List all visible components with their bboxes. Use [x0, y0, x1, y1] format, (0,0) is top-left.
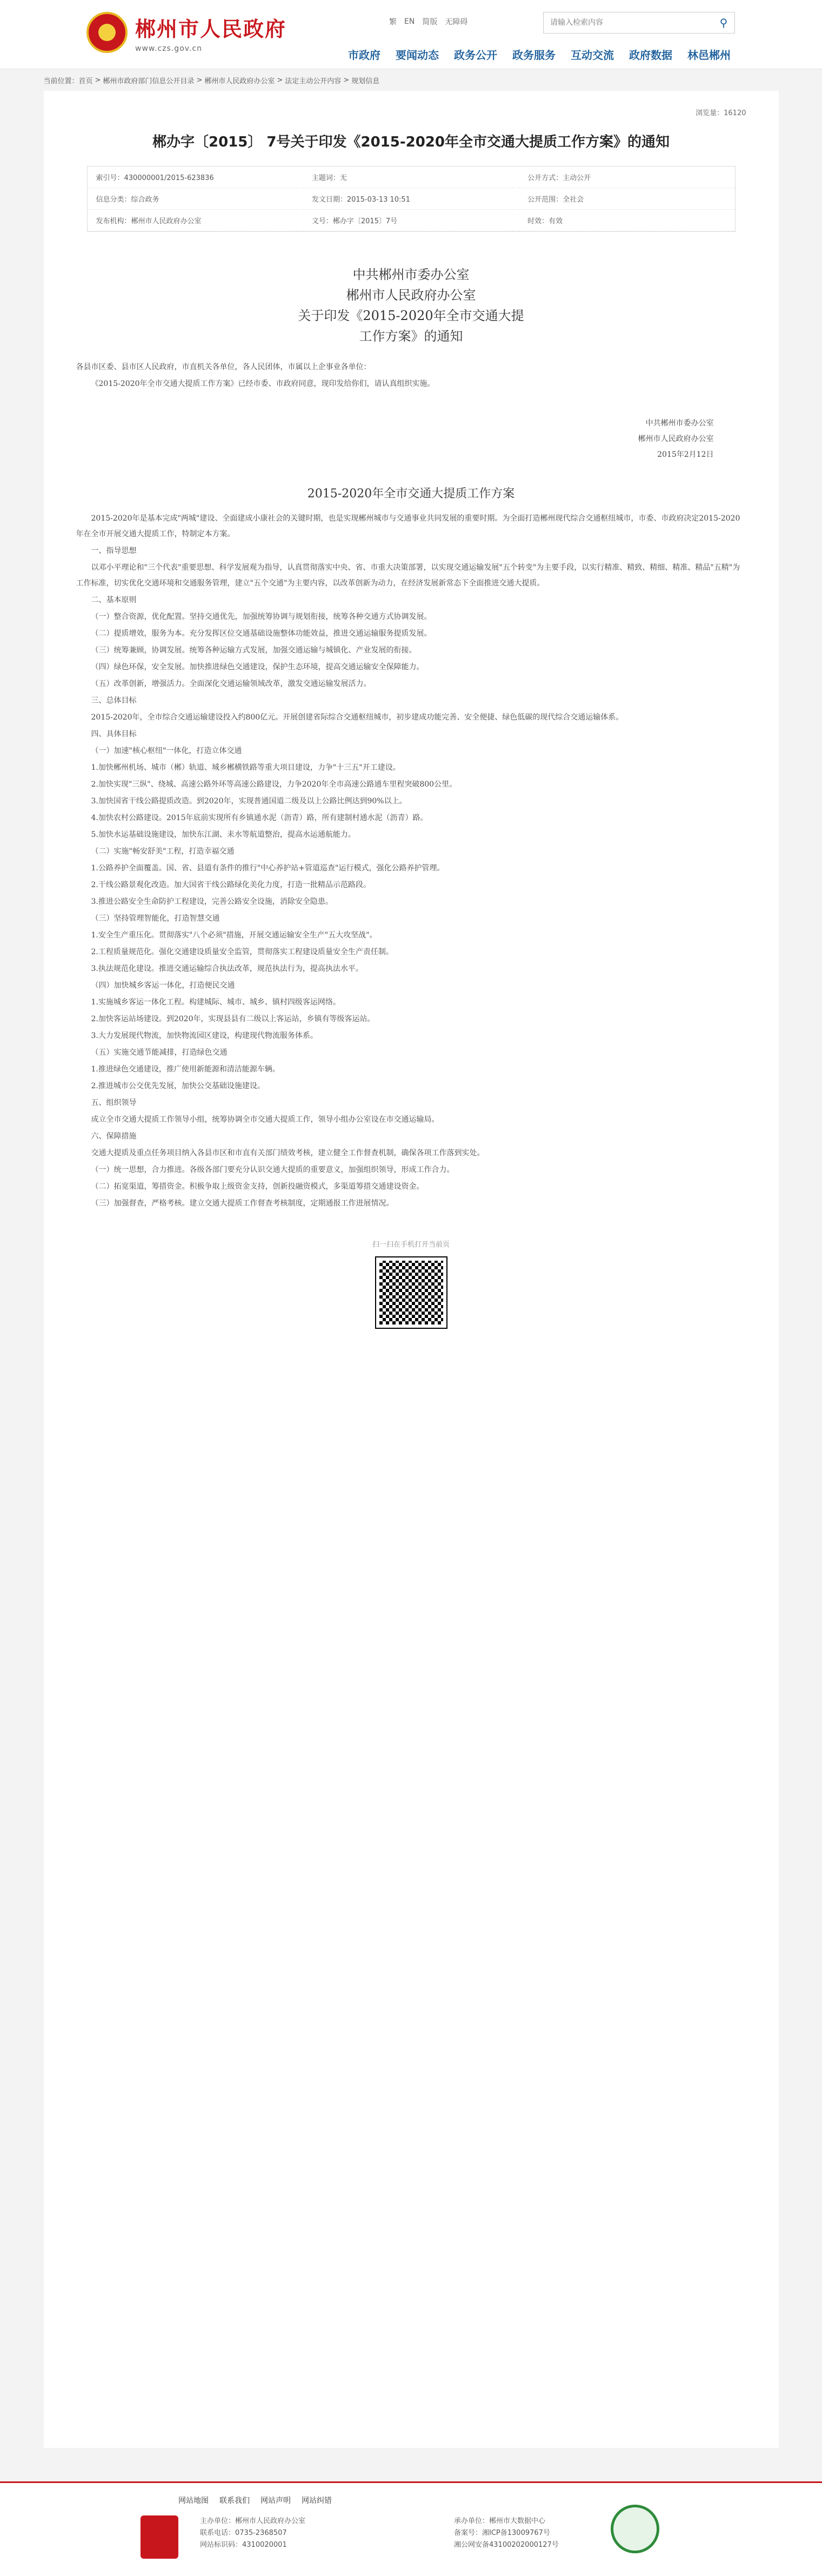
header-tools	[389, 16, 467, 27]
nav-data[interactable]: 政府数据	[629, 49, 672, 62]
article-body	[76, 264, 746, 1328]
plan-paragraph: 1.推进绿色交通建设，推广使用新能源和清洁能源车辆。	[91, 1065, 280, 1074]
plan-paragraph: 四、具体目标	[91, 730, 137, 738]
qr-label: 扫一扫在手机打开当前页	[372, 1241, 450, 1249]
footer-phone: 联系电话：0735-2368507	[200, 2529, 287, 2537]
footer-links	[178, 2495, 332, 2506]
plan-paragraph: 一、指导思想	[91, 547, 137, 555]
plan-paragraph: 3.推进公路安全生命防护工程建设，完善公路安全设施，消除安全隐患。	[91, 897, 333, 906]
footer-host: 主办单位：郴州市人民政府办公室	[200, 2517, 306, 2525]
qr-code-icon	[376, 1257, 446, 1328]
plan-paragraph: 2.加快客运站场建设。到2020年，实现县县有二级以上客运站，乡镇有等级客运站。	[91, 1015, 375, 1023]
doc-header-line: 郴州市人民政府办公室	[346, 288, 476, 303]
search-input[interactable]	[544, 18, 713, 27]
plan-paragraph: 三、总体目标	[91, 696, 137, 705]
site-title: 郴州市人民政府	[135, 17, 287, 41]
plan-paragraph: 1.安全生产重压化。贯彻落实"八个必须"措施，开展交通运输安全生产"五大攻坚战"。	[91, 931, 377, 940]
signature-line: 郴州市人民政府办公室	[638, 435, 714, 443]
plan-paragraph: 二、基本原则	[91, 596, 137, 604]
footer-contact[interactable]: 联系我们	[219, 2497, 250, 2505]
meta-index: 索引号：430000001/2015-623836	[88, 167, 303, 188]
plan-paragraph: （四）绿色环保，安全发展。加快推进绿色交通建设，保护生态环境，提高交通运输安全保障能力。	[91, 663, 424, 671]
plan-paragraph: （五）改革创新，增强活力。全面深化交通运输领域改革，激发交通运输发展活力。	[91, 680, 371, 688]
plan-paragraph: （五）实施交通节能减排，打造绿色交通	[91, 1048, 228, 1057]
plan-paragraph: 2.工程质量规范化。强化交通建设质量安全监管，贯彻落实工程建设质量安全生产责任制。	[91, 948, 393, 956]
plan-paragraph: 2.干线公路景观化改造。加大国省干线公路绿化美化力度，打造一批精品示范路段。	[91, 881, 371, 889]
breadcrumb: 当前位置：首页 > 郴州市政府部门信息公开目录 > 郴州市人民政府办公室 > 法定主动公开内容 > 规划信息	[43, 76, 380, 85]
tool-simple[interactable]: 简版	[422, 18, 438, 26]
footer-sitemap[interactable]: 网站地图	[178, 2497, 209, 2505]
intro-text: 《2015-2020年全市交通大提质工作方案》已经市委、市政府同意，现印发给你们，请认真组织实施。	[91, 380, 435, 388]
plan-paragraph: 交通大提质及重点任务项目纳入各县市区和市直有关部门绩效考核，建立健全工作督查机制，确保各项工作落到实处。	[91, 1149, 485, 1157]
meta-publisher: 发布机构：郴州市人民政府办公室	[88, 210, 303, 231]
footer-statement[interactable]: 网站声明	[260, 2497, 291, 2505]
plan-paragraphs	[76, 511, 746, 1212]
footer-correction[interactable]: 网站纠错	[302, 2497, 332, 2505]
breadcrumb-public[interactable]: 法定主动公开内容	[285, 77, 342, 85]
meta-table	[87, 166, 736, 232]
green-site-badge-icon[interactable]	[611, 2505, 659, 2553]
plan-paragraph: 成立全市交通大提质工作领导小组，统筹协调全市交通大提质工作，领导小组办公室设在市交通运输局。	[91, 1115, 439, 1124]
site-header	[0, 0, 822, 69]
footer-police: 湘公网安备43100202000127号	[454, 2541, 559, 2549]
plan-paragraph: （一）统一思想，合力推进。各级各部门要充分认识交通大提质的重要意义，加强组织领导，形成工作合力。	[91, 1166, 455, 1174]
site-url: www.czs.gov.cn	[135, 44, 202, 53]
plan-paragraph: （四）加快城乡客运一体化，打造便民交通	[91, 981, 235, 990]
nav-services[interactable]: 政务服务	[512, 49, 556, 62]
footer-site-id: 网站标识码：4310020001	[200, 2541, 287, 2549]
meta-subject: 主题词：无	[303, 167, 519, 188]
site-logo[interactable]	[86, 12, 286, 53]
tool-english[interactable]: EN	[404, 17, 415, 26]
signature-date: 2015年2月12日	[657, 450, 714, 459]
footer-icp: 备案号：湘ICP备13009767号	[454, 2529, 550, 2537]
page-title: 郴办字〔2015〕 7号关于印发《2015-2020年全市交通大提质工作方案》的通知	[152, 134, 670, 150]
plan-paragraph: 1.实施城乡客运一体化工程。构建城际、城市、城乡、镇村四级客运网络。	[91, 998, 340, 1007]
meta-date: 发文日期：2015-03-13 10:51	[303, 188, 519, 210]
signature-line: 中共郴州市委办公室	[645, 419, 714, 428]
meta-category: 信息分类：综合政务	[88, 188, 303, 210]
nav-government[interactable]: 市政府	[348, 49, 380, 62]
nav-public-affairs[interactable]: 政务公开	[454, 49, 497, 62]
breadcrumb-directory[interactable]: 郴州市政府部门信息公开目录	[103, 77, 195, 85]
breadcrumb-plan[interactable]: 规划信息	[351, 77, 380, 85]
plan-paragraph: 3.加快国省干线公路提质改造。到2020年，实现普通国道二级及以上公路比例达到90%以上。	[91, 797, 407, 806]
plan-paragraph: 4.加快农村公路建设。2015年底前实现所有乡镇通水泥（沥青）路，所有建制村通水泥（沥青）路。	[91, 814, 428, 822]
search-icon[interactable]: ⚲	[719, 16, 728, 29]
plan-paragraph: （二）提质增效，服务为本。充分发挥区位交通基础设施整体功能效益，推进交通运输服务提质发展。	[91, 629, 432, 638]
plan-paragraph: 2.加快实现"三纵"、绕城、高速公路外环等高速公路建设，力争2020年全市高速公路通车里程突破800公里。	[91, 780, 457, 789]
party-emblem-icon	[141, 2515, 178, 2559]
plan-paragraph: 3.执法规范化建设。推进交通运输综合执法改革，规范执法行为，提高执法水平。	[91, 964, 363, 973]
visit-count: 浏览量：16120	[696, 109, 746, 117]
tool-traditional[interactable]: 繁	[389, 18, 397, 26]
plan-paragraph: （一）加速"核心枢纽"一体化，打造立体交通	[91, 747, 242, 755]
plan-paragraph: 5.加快水运基础设施建设，加快东江湖、耒水等航道整治，提高水运通航能力。	[91, 830, 356, 839]
meta-validity: 时效：有效	[519, 210, 734, 231]
plan-paragraph: 1.公路养护全面覆盖。国、省、县道有条件的推行"中心养护站+管道巡查"运行模式，强化公路养护管理。	[91, 864, 445, 873]
nav-interaction[interactable]: 互动交流	[571, 49, 614, 62]
article-container	[44, 91, 779, 2448]
meta-doc-no: 文号：郴办字〔2015〕7号	[303, 210, 519, 231]
plan-paragraph: 六、保障措施	[91, 1132, 137, 1141]
intro-recipients: 各县市区委、县市区人民政府，市直机关各单位，各人民团体，市属以上企事业各单位：	[76, 363, 371, 371]
plan-paragraph: 2.推进城市公交优先发展，加快公交基础设施建设。	[91, 1082, 265, 1090]
search-bar	[543, 12, 735, 34]
plan-paragraph: 2015-2020年，全市综合交通运输建设投入约800亿元。开展创建省际综合交通枢纽城市，初步建成功能完善、安全便捷、绿色低碳的现代综合交通运输体系。	[91, 713, 624, 722]
plan-paragraph: （一）整合资源，优化配置。坚持交通优先，加强统筹协调与规划衔接，统筹各种交通方式协调发展。	[91, 613, 432, 621]
main-nav	[348, 46, 731, 62]
breadcrumb-office[interactable]: 郴州市人民政府办公室	[204, 77, 275, 85]
plan-paragraph: （三）加强督查，严格考核。建立交通大提质工作督查考核制度，定期通报工作进展情况。	[91, 1199, 394, 1208]
site-footer	[0, 2481, 822, 2576]
meta-scope: 公开范围：全社会	[519, 188, 734, 210]
plan-paragraph: （三）统筹兼顾，协调发展。统筹各种运输方式发展，加强交通运输与城镇化、产业发展的衔接。	[91, 646, 417, 655]
plan-paragraph: 3.大力发展现代物流，加快物流园区建设，构建现代物流服务体系。	[91, 1031, 318, 1040]
breadcrumb-home[interactable]: 当前位置：首页	[43, 77, 93, 85]
tool-accessibility[interactable]: 无障碍	[445, 18, 468, 26]
national-emblem-icon	[86, 12, 128, 53]
nav-news[interactable]: 要闻动态	[396, 49, 439, 62]
plan-paragraph: 1.加快郴州机场、城市（郴）轨道、城乡郴横铁路等重大项目建设，力争"十三五"开工建设。	[91, 763, 400, 772]
plan-paragraph: 2015-2020年是基本完成"两城"建设、全面建成小康社会的关键时期，也是实现郴州城市与交通事业共同发展的重要时期。为全面打造郴州现代综合交通枢纽城市，市委、市政府决定2015-2020年在全市开展交通大提质工作，特制定本方案。	[76, 514, 740, 538]
plan-paragraph: 以邓小平理论和"三个代表"重要思想、科学发展观为指导，认真贯彻落实中央、省、市重大决策部署，以实现交通运输发展"五个转变"为主要手段，以实行精准、精致、精细、精准、精品"五精"为工作标准，切实优化交通环境和交通服务管理，建立"五个交通"为主要内容，以改革创新为动力，在经济发展新常态下全面推进交通大提质。	[76, 563, 740, 588]
doc-header-line: 工作方案》的通知	[359, 329, 463, 344]
doc-header-line: 关于印发《2015-2020年全市交通大提	[298, 308, 524, 323]
footer-info-left	[200, 2515, 305, 2551]
footer-operator: 承办单位：郴州市大数据中心	[454, 2517, 546, 2525]
plan-paragraph: （二）实施"畅安舒美"工程，打造幸福交通	[91, 847, 235, 856]
plan-paragraph: （三）坚持管理智能化，打造智慧交通	[91, 914, 220, 923]
plan-paragraph: 五、组织领导	[91, 1099, 137, 1107]
footer-info-right	[454, 2515, 559, 2551]
plan-title: 2015-2020年全市交通大提质工作方案	[307, 487, 515, 501]
doc-header-line: 中共郴州市委办公室	[352, 267, 470, 282]
plan-paragraph: （二）拓宽渠道，筹措资金。积极争取上级资金支持，创新投融资模式，多渠道筹措交通建设资金。	[91, 1182, 424, 1191]
meta-method: 公开方式：主动公开	[519, 167, 734, 188]
nav-linyi[interactable]: 林邑郴州	[687, 49, 731, 62]
